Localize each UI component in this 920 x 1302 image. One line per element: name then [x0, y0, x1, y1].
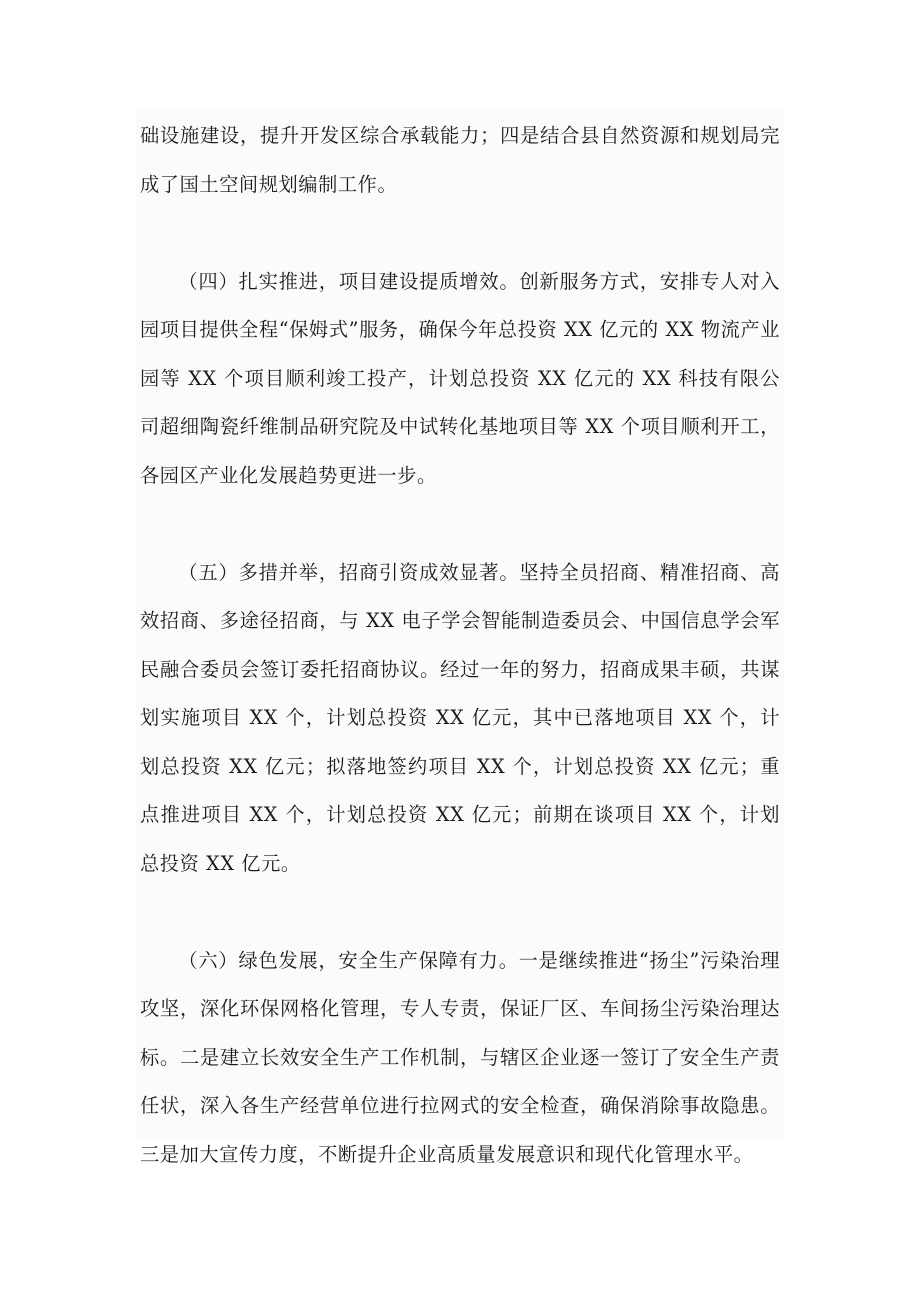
document-body: [140, 112, 780, 1179]
paragraph-project-construction: （四）扎实推进，项目建设提质增效。创新服务方式，安排专人对入园项目提供全程“保姆式”服务，确保今年总投资 XX 亿元的 XX 物流产业园等 XX 个项目顺利竣工投产，计划总投资 XX 亿元的 XX 科技有限公司超细陶瓷纤维制品研究院及中试转化基地项目等 XX 个项目顺利开工，各园区产业化发展趋势更进一步。: [140, 269, 780, 487]
paragraph-investment-attraction: （五）多措并举，招商引资成效显著。坚持全员招商、精准招商、高效招商、多途径招商，与 XX 电子学会智能制造委员会、中国信息学会军民融合委员会签订委托招商协议。经过一年的努力，招商成果丰硕，共谋划实施项目 XX 个，计划总投资 XX 亿元，其中已落地项目 XX 个，计划总投资 XX 亿元；拟落地签约项目 XX 个，计划总投资 XX 亿元；重点推进项目 XX 个，计划总投资 XX 亿元；前期在谈项目 XX 个，计划总投资 XX 亿元。: [140, 560, 780, 875]
paragraph-green-development: （六）绿色发展，安全生产保障有力。一是继续推进“扬尘”污染治理攻坚，深化环保网格化管理，专人专责，保证厂区、车间扬尘污染治理达标。二是建立长效安全生产工作机制，与辖区企业逐一签订了安全生产责任状，深入各生产经营单位进行拉网式的安全检查，确保消除事故隐患。三是加大宣传力度，不断提升企业高质量发展意识和现代化管理水平。: [140, 948, 780, 1166]
paragraph-continued: 础设施建设，提升开发区综合承载能力；四是结合县自然资源和规划局完成了国土空间规划编制工作。: [140, 124, 780, 196]
